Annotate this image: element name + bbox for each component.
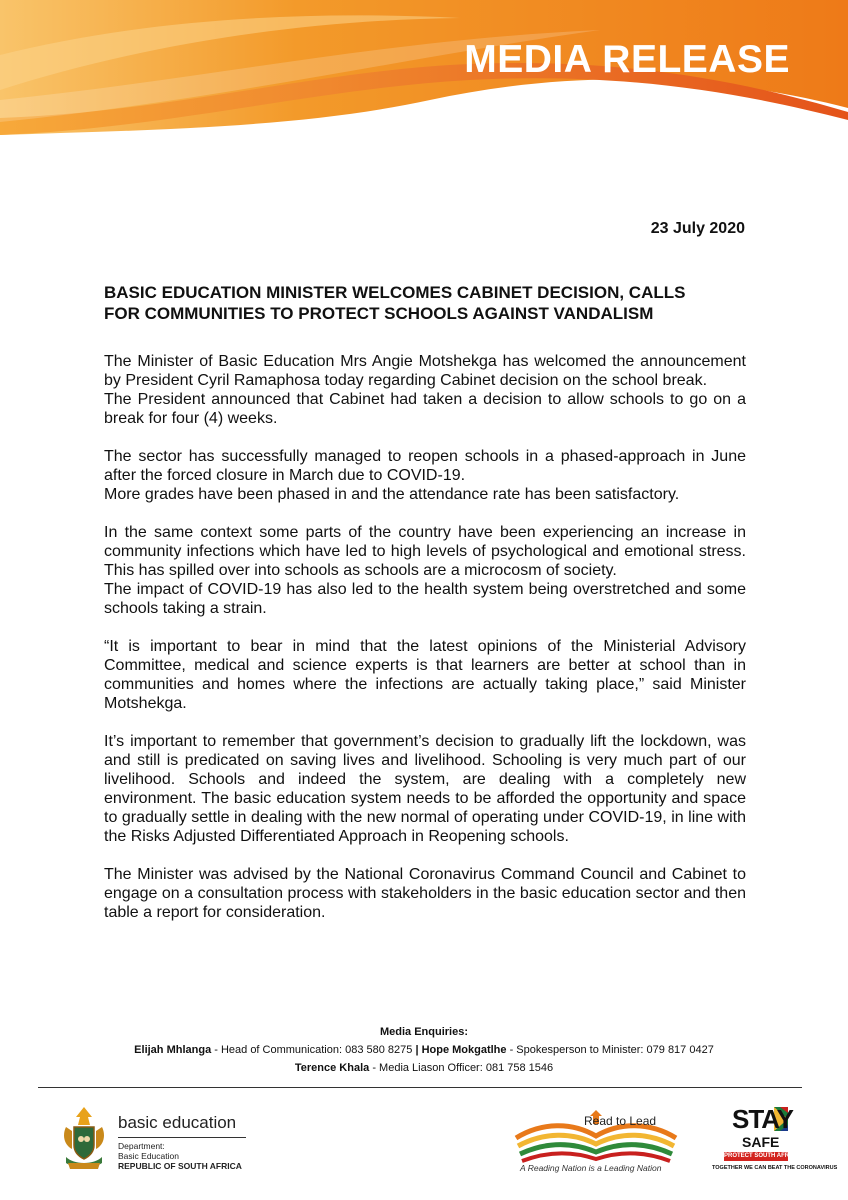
enquiries-line — [0, 1041, 848, 1059]
body-text — [104, 352, 746, 941]
read-to-lead-label: Read to Lead — [584, 1114, 657, 1128]
coat-of-arms-icon — [58, 1105, 110, 1171]
contact-name: Hope Mokgatlhe — [418, 1044, 507, 1056]
stay-safe-logo-safe: SAFE — [742, 1134, 780, 1150]
paragraph-sentence: More grades have been phased in and the attendance rate has been satisfactory. — [104, 486, 680, 503]
paragraph: It’s important to remember that government’s decision to gradually lift the lockdown, was and still is predicated on saving lives and livelihood. Schooling is very much part of our livelihood. Schools and indeed the system, are dealing with a completely new environment. The basic education system needs to be afforded the opportunity and space to gradually settle in dealing with the new normal of operating under COVID-19, in line with the Risks Adjusted Differentiated Approach in Reopening schools. — [104, 733, 746, 845]
enquiries-line — [0, 1059, 848, 1077]
headline — [104, 282, 754, 324]
footer-divider — [38, 1087, 802, 1088]
department-logo-text — [118, 1113, 258, 1171]
paragraph — [104, 523, 746, 618]
paragraph-sentence: The Minister of Basic Education Mrs Angie Motshekga has welcomed the announcement by President Cyril Ramaphosa today regarding Cabinet decision on the school break. — [104, 353, 746, 389]
department-label: Basic Education — [118, 1151, 179, 1161]
paragraph-sentence: The sector has successfully managed to reopen schools in a phased-approach in June after the forced closure in March due to COVID-19. — [104, 448, 746, 484]
contact-separator: | — [415, 1044, 419, 1056]
media-enquiries — [0, 1023, 848, 1077]
headline-line: FOR COMMUNITIES TO PROTECT SCHOOLS AGAINST VANDALISM — [104, 304, 654, 323]
paragraph — [104, 352, 746, 428]
department-divider — [118, 1137, 246, 1138]
paragraph-sentence: The President announced that Cabinet had taken a decision to allow schools to go on a break for four (4) weeks. — [104, 391, 746, 427]
contact-name: Elijah Mhlanga — [134, 1044, 212, 1056]
contact-name: Terence Khala — [294, 1062, 370, 1074]
media-release-title: MEDIA RELEASE — [464, 38, 790, 81]
contact-detail: - Head of Communication: 083 580 8275 — [211, 1044, 416, 1056]
contact-detail: - Media Liason Officer: 081 758 1546 — [369, 1062, 554, 1074]
paragraph: “It is important to bear in mind that the latest opinions of the Ministerial Advisory Committee, medical and science experts is that learners are better at school than in communities and homes where the infections are actually taking place,” said Minister Motshekga. — [104, 638, 746, 712]
contact-detail: - Spokesperson to Minister: 079 817 0427 — [506, 1044, 714, 1056]
read-to-lead-tagline: A Reading Nation is a Leading Nation — [520, 1163, 662, 1173]
paragraph-sentence: The impact of COVID-19 has also led to the health system being overstretched and some schools taking a strain. — [104, 581, 746, 617]
department-label: Department: — [118, 1141, 165, 1151]
paragraph: The Minister was advised by the National Coronavirus Command Council and Cabinet to engage on a consultation process with stakeholders in the basic education sector and then table a report for consideration. — [104, 866, 746, 921]
paragraph — [104, 447, 746, 504]
enquiries-heading: Media Enquiries: — [379, 1026, 469, 1038]
department-label: REPUBLIC OF SOUTH AFRICA — [118, 1161, 242, 1171]
stay-safe-logo-stay: STAY — [732, 1104, 794, 1134]
protect-south-africa-bar: PROTECT SOUTH AFRICA — [724, 1153, 800, 1159]
department-name: basic education — [118, 1113, 237, 1132]
headline-line: BASIC EDUCATION MINISTER WELCOMES CABINET DECISION, CALLS — [104, 283, 686, 302]
paragraph-sentence: In the same context some parts of the country have been experiencing an increase in community infections which have led to high levels of psychological and emotional stress. This has spilled over into schools as schools are a microcosm of society. — [104, 524, 746, 579]
together-tagline: TOGETHER WE CAN BEAT THE CORONAVIRUS — [712, 1165, 838, 1171]
release-date: 23 July 2020 — [650, 220, 745, 237]
